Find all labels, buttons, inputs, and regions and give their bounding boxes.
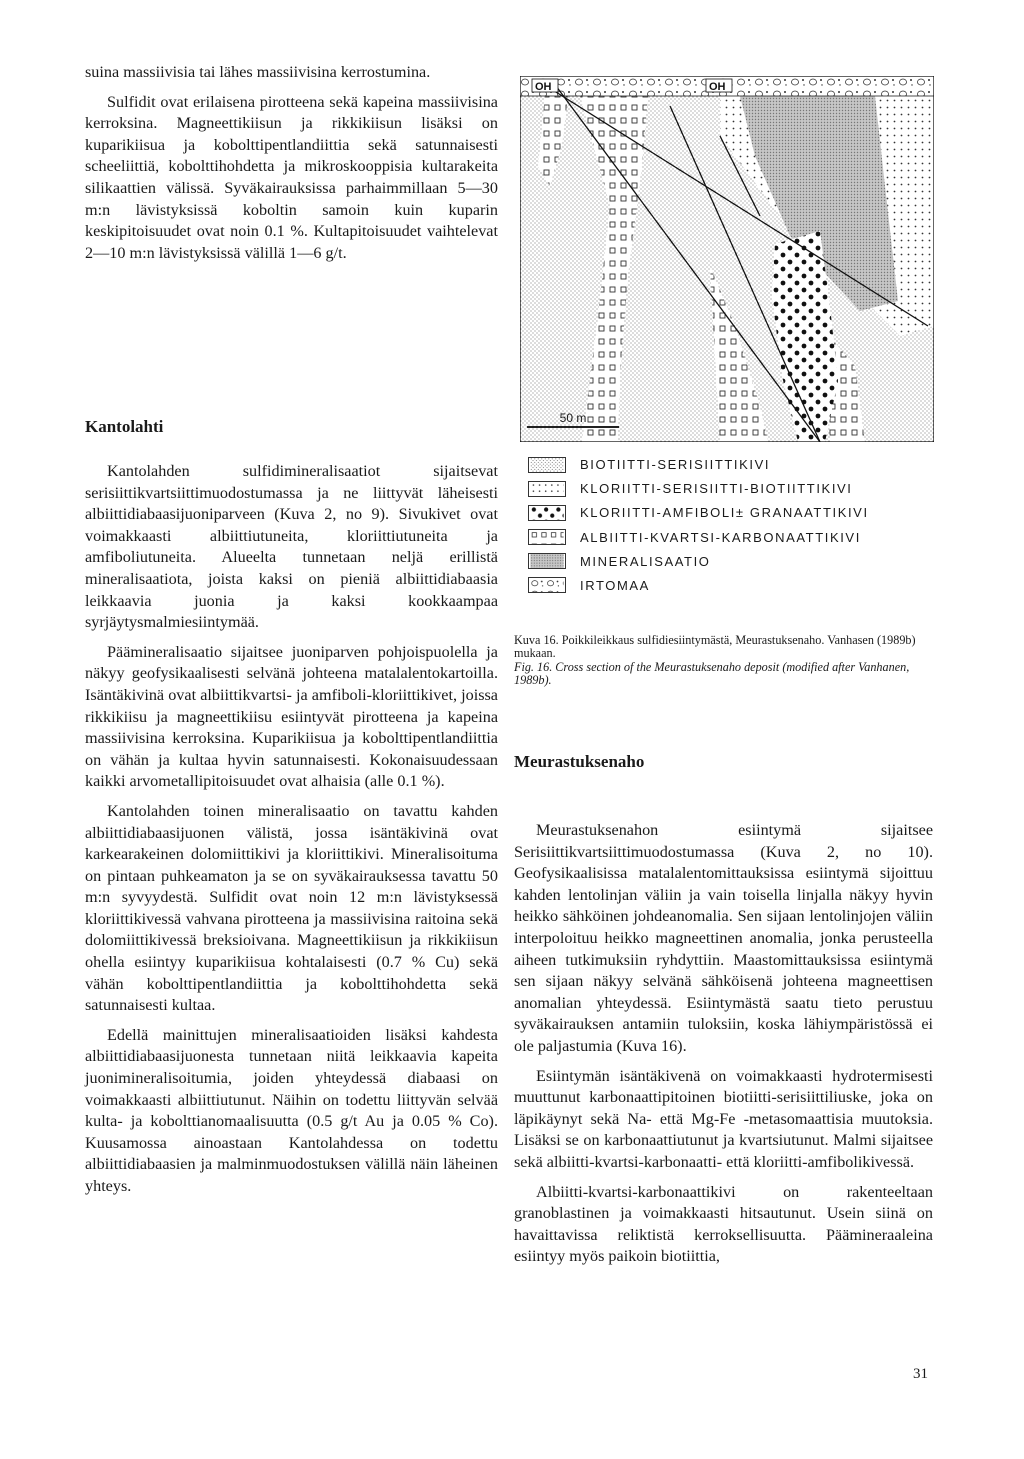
legend-swatch-overburden [528, 577, 566, 593]
legend-entry [528, 479, 948, 498]
legend-entry [528, 528, 948, 547]
legend-swatch-albite-carbonate [528, 529, 566, 545]
left-intro-text [85, 62, 498, 272]
oh-label: OH [535, 81, 552, 93]
legend-entry [528, 503, 948, 522]
legend-entry [528, 455, 948, 474]
intro-paragraph-1: suina massiivisia tai lähes massiivisina kerrostumina. [85, 63, 431, 81]
kantolahti-paragraph: Kantolahden sulfidimineralisaatiot sijaitsevat serisiittikvartsiittimuodostumassa ja ne liittyvät läheisesti albiittidiabaasijuoniparveen (Kuva 2, no 9). Sivukivet ovat voimakkaasti albiittiutuneita, kloriittiutuneita ja amfiboliutuneita. Alueelta tunnetaan neljä erillistä mineralisaatiota, joista kaksi on pieniä albiittidiabaasia leikkaavia juonia ja kaksi kookkaampaa syrjäytysmalmiesiintymää. [85, 462, 498, 632]
scale-line [527, 426, 619, 428]
meurastuksenaho-paragraph: Albiitti-kvartsi-karbonaattikivi on rakenteeltaan granoblastinen ja voimakkaasti hitsautunut. Usein siinä on havaittavissa reliktistä kerroksellisuutta. Päämineraaleina esiintyy myös paikoin biotiittia, [514, 1182, 933, 1266]
heading-meurastuksenaho: Meurastuksenaho [514, 752, 645, 771]
legend-label: KLORIITTI-AMFIBOLI± GRANAATTIKIVI [580, 505, 869, 521]
legend-swatch-chlorite-sericite-biotite [528, 481, 566, 497]
legend-label: BIOTIITTI-SERISIITTIKIVI [580, 457, 771, 472]
kantolahti-paragraph: Edellä mainittujen mineralisaatioiden lisäksi kahdesta albiittidiabaasijuonesta tunnetaan niitä leikkaavia kapeita juonimineralisoitumia, joiden yhteydessä diabaasi on voimakkaasti albiittiutunut. Näihin on todettu liittyvän selvää kulta- ja kobolttianomaalisuutta (0.5 g/t Au ja 0.05 % Co). Kuusamossa ainoastaan Kantolahdessa on todettu albiittidiabaasien ja malminmuodostuksen välillä näin läheinen yhteys. [85, 1025, 498, 1195]
legend-swatch-chlorite-amphibole [528, 505, 566, 521]
figure-caption [514, 634, 934, 688]
kantolahti-paragraph: Kantolahden toinen mineralisaatio on tavattu kahden albiittidiabaasijuonen välistä, jossa isäntäkivinä ovat karkearakeinen dolomiittikivi ja kloriittikivi. Mineralisoituma on pintaan puhkeamaton ja se on syväkairauksessa tavattu 50 m:n syvyydestä. Sulfidit ovat noin 12 m:n lävistyksessä kloriittikivessä vahvana pirotteena ja massiivisina raitoina sekä dolomiittikivessä breksioivana. Magneettikiisun ja rikkikiisun ohella esiintyy kuparikiisua kohtalaisesti (0.7 % Cu) sekä vähän kobolttipentlandiittia ja kobolttihohdetta sekä satunnaisesti kultaa. [85, 801, 498, 1015]
heading-kantolahti: Kantolahti [85, 417, 164, 436]
cross-section-figure [520, 76, 934, 442]
legend-label: KLORIITTI-SERISIITTI-BIOTIITTIKIVI [580, 481, 853, 497]
legend-label: IRTOMAA [580, 577, 650, 593]
oh-label: OH [709, 81, 726, 93]
legend-swatch-mineralization [528, 553, 566, 569]
legend-entry [528, 576, 948, 595]
page-number: 31 [913, 1366, 928, 1382]
legend-entry [528, 552, 948, 571]
kantolahti-section [85, 461, 498, 1206]
legend-label: ALBIITTI-KVARTSI-KARBONAATTIKIVI [580, 529, 861, 545]
legend-label: MINERALISAATIO [580, 553, 711, 569]
scale-bar [527, 411, 619, 428]
caption-english: Fig. 16. Cross section of the Meurastuksenaho deposit (modified after Vanhanen, 1989b). [514, 659, 910, 688]
figure-legend [528, 455, 948, 600]
legend-swatch-biotite-sericite [528, 457, 566, 473]
intro-paragraph-2: Sulfidit ovat erilaisena pirotteena sekä kapeina massiivisina kerroksina. Magneettikiisun ja rikkikiisun lisäksi on kuparikiisua ja kobolttipentlandiittia sekä satunnaisesti scheeliittiä, kobolttihohdetta ja mikroskooppisia kultarakeita silikaattien välissä. Syväkairauksissa parhaimmillaan 5—30 m:n lävistyksissä koboltin samoin kuin kuparin keskipitoisuudet ovat noin 0.1 %. Kultapitoisuudet vaihtelevat 2—10 m:n lävistyksissä välillä 1—6 g/t. [85, 92, 498, 262]
scale-label: 50 m [559, 411, 587, 425]
meurastuksenaho-section [514, 820, 933, 1276]
meurastuksenaho-paragraph: Meurastuksenahon esiintymä sijaitsee Serisiittikvartsiittimuodostumassa (Kuva 2, no 10). Geofysikaalisissa matalalentomittauksissa esiintymä sijoittuu kahden lentolinjan väliin ja vain toisella linjalla näkyy hyvin heikko sähköinen johdeanomalia. Sen sijaan lentolinjojen väliin interpoloituu heikko magneettinen anomalia, jonka perusteella aiheen tutkimuksiin ryhdyttiin. Maastomittauksissa esiintymä sen sijaan näkyy selvänä sähköisenä johteena magneettisen anomalian yhteydessä. Esiintymästä saatu tieto perustuu syväkairauksen antamiin tuloksiin, koska lähiympäristössä ei ole paljastumia (Kuva 16). [514, 821, 933, 1055]
kantolahti-paragraph: Päämineralisaatio sijaitsee juoniparven pohjoispuolella ja näkyy geofysikaalisesti selvänä johteena matalalentokartoilla. Isäntäkivinä ovat albiittikvartsi- ja amfiboli-kloriittikivet, joissa rikkikiisu ja magneettikiisu esiintyvät pirotteena ja kapeina massiivisina kerroksina. Kuparikiisua ja kobolttipentlandiittia on vähän ja kultaa hyvin satunnaisesti. Kokonaisuudessaan kaikki arvometallipitoisuudet ovat alhaisia (alle 0.1 %). [85, 642, 498, 791]
meurastuksenaho-paragraph: Esiintymän isäntäkivenä on voimakkaasti hydrotermisesti muuttunut karbonaattipitoinen biotiitti-serisiittiliuske, joka on läpikäynyt sekä Na- että Mg-Fe -metasomaattisia muutoksia. Lisäksi se on karbonaattiutunut ja kvartsiutunut. Malmi sijaitsee sekä albiitti-kvartsi-karbonaatti- että kloriitti-amfibolikivessä. [514, 1066, 933, 1171]
caption-finnish: Kuva 16. Poikkileikkaus sulfidiesiintymästä, Meurastuksenaho. Vanhasen (1989b) mukaan. [514, 633, 916, 661]
